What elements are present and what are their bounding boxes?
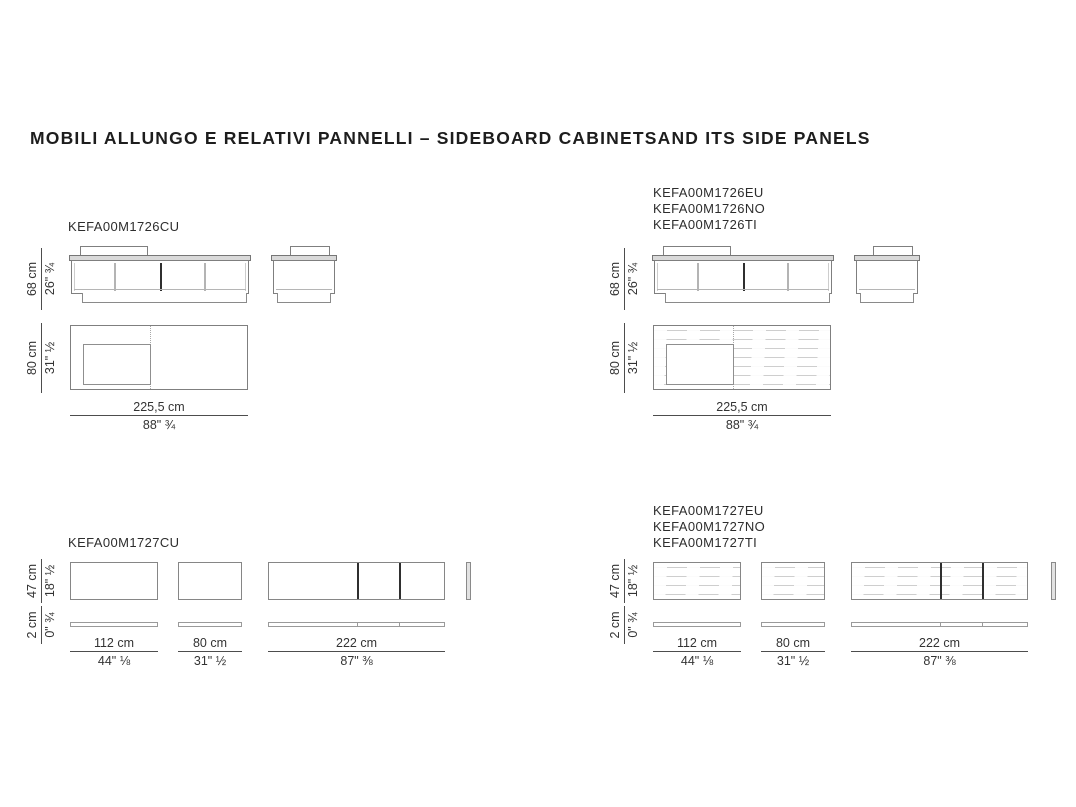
product-code: KEFA00M1726TI (653, 217, 758, 232)
panel-divider (399, 563, 401, 599)
shelf-line (74, 289, 246, 290)
product-code: KEFA00M1727TI (653, 535, 758, 550)
side-panel-222 (268, 562, 445, 600)
panel-divider (940, 563, 942, 599)
cabinet-body (71, 260, 249, 294)
cabinet-side-body (273, 260, 335, 294)
panel-width-dimension (653, 636, 741, 668)
dim-cm: 222 cm (336, 636, 377, 650)
depth-dimension (23, 323, 59, 393)
shelf-line (657, 289, 829, 290)
panel-thickness-view (851, 622, 1028, 627)
dimension-line (178, 651, 242, 652)
panel-thickness-dimension (23, 606, 59, 644)
cabinet-body (654, 260, 832, 294)
divider-line (828, 263, 829, 291)
panel-thickness-view (761, 622, 825, 627)
tick-mark (940, 623, 941, 626)
dim-cm: 222 cm (919, 636, 960, 650)
dim-in: 44" ⅛ (680, 654, 714, 668)
door-divider (160, 263, 162, 291)
plan-inner-footprint (83, 344, 151, 385)
panel-thickness-dimension (606, 606, 642, 644)
panel-width-dimension (761, 636, 825, 668)
dim-in: 26" ¾ (42, 262, 57, 296)
product-code: KEFA00M1726EU (653, 185, 764, 200)
product-code: KEFA00M1726NO (653, 201, 766, 216)
product-code: KEFA00M1727NO (653, 519, 766, 534)
dim-in: 88" ¾ (725, 418, 759, 432)
cabinet-plinth (277, 293, 331, 303)
dim-cm: 2 cm (607, 611, 622, 639)
dim-in: 88" ¾ (142, 418, 176, 432)
dim-cm: 2 cm (24, 611, 39, 639)
door-divider (114, 263, 116, 291)
dimension-line (41, 559, 42, 603)
panel-edge-view (466, 562, 471, 600)
shelf-line (859, 289, 915, 290)
dim-cm: 225,5 cm (716, 400, 768, 414)
dimension-line (761, 651, 825, 652)
dim-in: 18" ½ (625, 564, 640, 598)
panel-thickness-view (268, 622, 445, 627)
dim-in: 31" ½ (776, 654, 810, 668)
side-panel-222-wood (851, 562, 1028, 600)
width-dimension (70, 400, 248, 432)
dimension-line (70, 651, 158, 652)
divider-line (74, 263, 75, 291)
cabinet-plinth (665, 293, 830, 303)
panel-height-dimension (23, 559, 59, 603)
dim-in: 87" ⅜ (340, 654, 373, 668)
dim-cm: 68 cm (607, 261, 622, 297)
dim-cm: 80 cm (24, 340, 39, 376)
panel-divider (357, 563, 359, 599)
dim-cm: 112 cm (676, 636, 718, 650)
panel-thickness-view (178, 622, 242, 627)
dimension-line (851, 651, 1028, 652)
dimension-line (624, 323, 625, 393)
product-code: KEFA00M1726CU (68, 219, 180, 234)
tick-mark (982, 623, 983, 626)
tick-mark (357, 623, 358, 626)
dim-in: 44" ⅛ (97, 654, 131, 668)
product-codes (653, 503, 765, 551)
dim-in: 0" ¾ (625, 612, 640, 638)
side-panel-80 (178, 562, 242, 600)
product-code: KEFA00M1727CU (68, 535, 180, 550)
dim-in: 18" ½ (42, 564, 57, 598)
width-dimension (653, 400, 831, 432)
shelf-line (276, 289, 332, 290)
divider-line (657, 263, 658, 291)
dimension-line (41, 606, 42, 644)
dimension-line (653, 415, 831, 416)
door-divider (697, 263, 699, 291)
dim-cm: 225,5 cm (133, 400, 185, 414)
cabinet-plan-view (70, 325, 248, 390)
dim-in: 31" ½ (42, 341, 57, 375)
dimension-line (268, 651, 445, 652)
dimension-line (624, 606, 625, 644)
dim-cm: 80 cm (775, 636, 811, 650)
dim-in: 31" ½ (193, 654, 227, 668)
door-divider (204, 263, 206, 291)
panel-width-dimension (268, 636, 445, 668)
dim-cm: 47 cm (607, 563, 622, 599)
dimension-line (41, 323, 42, 393)
panel-thickness-view (70, 622, 158, 627)
tick-mark (399, 623, 400, 626)
product-codes (653, 185, 765, 233)
plan-inner-footprint (666, 344, 734, 385)
panel-width-dimension (851, 636, 1028, 668)
door-divider (743, 263, 745, 291)
dim-in: 0" ¾ (42, 612, 57, 638)
panel-width-dimension (178, 636, 242, 668)
panel-thickness-view (653, 622, 741, 627)
dimension-line (653, 651, 741, 652)
dimension-line (70, 415, 248, 416)
dim-cm: 47 cm (24, 563, 39, 599)
height-dimension (23, 248, 59, 310)
height-dimension (606, 248, 642, 310)
panel-height-dimension (606, 559, 642, 603)
dim-cm: 80 cm (192, 636, 228, 650)
door-divider (787, 263, 789, 291)
dimension-line (624, 559, 625, 603)
dim-in: 31" ½ (625, 341, 640, 375)
dim-in: 26" ¾ (625, 262, 640, 296)
panel-divider (982, 563, 984, 599)
dim-in: 87" ⅜ (923, 654, 956, 668)
product-code: KEFA00M1727EU (653, 503, 764, 518)
side-panel-112 (70, 562, 158, 600)
divider-line (245, 263, 246, 291)
dimension-line (624, 248, 625, 310)
side-panel-112-wood (653, 562, 741, 600)
depth-dimension (606, 323, 642, 393)
side-panel-80-wood (761, 562, 825, 600)
cabinet-plinth (860, 293, 914, 303)
cabinet-plan-view-wood (653, 325, 831, 390)
dim-cm: 80 cm (607, 340, 622, 376)
panel-edge-view (1051, 562, 1056, 600)
dim-cm: 112 cm (93, 636, 135, 650)
cabinet-side-body (856, 260, 918, 294)
dimension-line (41, 248, 42, 310)
cabinet-plinth (82, 293, 247, 303)
dim-cm: 68 cm (24, 261, 39, 297)
panel-width-dimension (70, 636, 158, 668)
page-title: MOBILI ALLUNGO E RELATIVI PANNELLI – SIDEBOARD CABINETSAND ITS SIDE PANELS (30, 128, 871, 148)
